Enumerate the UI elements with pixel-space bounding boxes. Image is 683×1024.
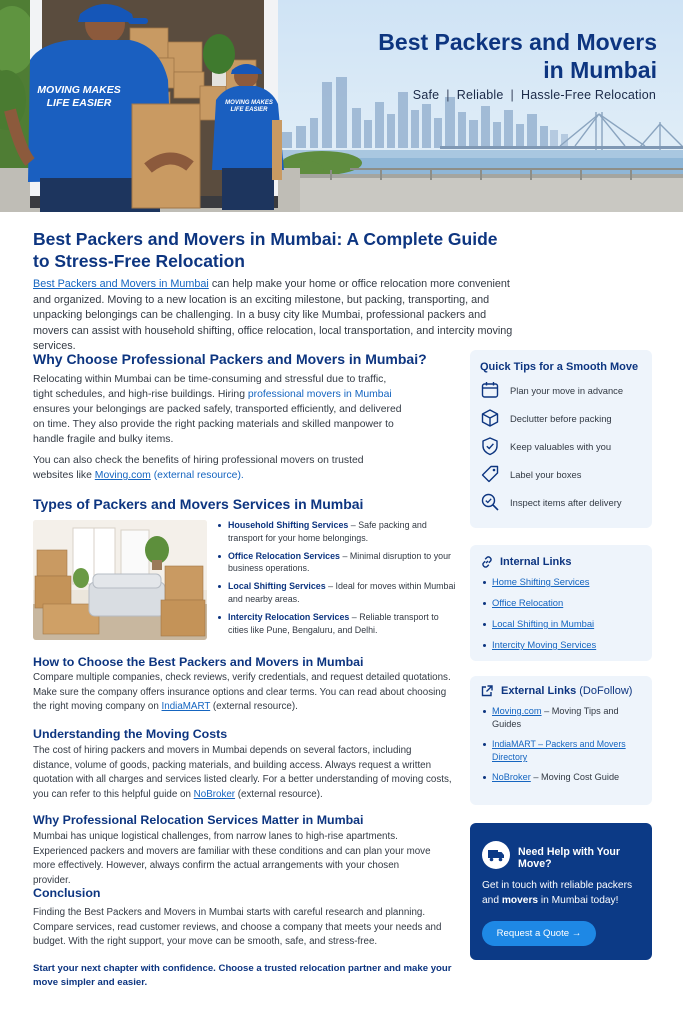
costs-text-b: (external resource). (235, 788, 323, 800)
types-heading: Types of Packers and Movers Services in Mumbai (33, 496, 364, 512)
service-name: Household Shifting Services (228, 520, 349, 530)
how-to-choose-heading: How to Choose the Best Packers and Movers in Mumbai (33, 655, 364, 669)
shirt-slogan-large: MOVING MAKES LIFE EASIER (37, 84, 121, 109)
service-name: Intercity Relocation Services (228, 611, 350, 622)
why-text-b: ensures your belongings are packed safely, transported efficiently, and delivered on time. They also provide the right packing materials and skilled manpower to handle fragile and bulky items. (33, 404, 402, 445)
moving-costs-paragraph (33, 744, 453, 802)
external-link-icon (480, 684, 494, 698)
conclusion-heading: Conclusion (33, 886, 101, 900)
tagline-reliable: Reliable (456, 88, 504, 102)
dofollow-label: (DoFollow) (576, 685, 633, 697)
service-desc: – Ideal for moves within Mumbai and nearby areas. (228, 581, 456, 604)
list-item (492, 597, 596, 610)
home-shifting-link[interactable]: Home Shifting Services (492, 576, 590, 587)
internal-links-list (492, 576, 596, 652)
tip-label: Label your boxes (510, 469, 582, 480)
why-choose-paragraph (33, 372, 405, 447)
service-name: Office Relocation Services (228, 550, 340, 561)
service-desc: – Reliable transport to cities like Pune, Bengaluru, and Delhi. (228, 611, 439, 635)
hero-tagline (413, 88, 656, 102)
tip-label: Inspect items after delivery (510, 497, 622, 508)
internal-links-card (470, 545, 652, 661)
external-link-desc: – Moving Tips and Guides (492, 706, 619, 729)
inspect-icon (480, 492, 500, 512)
tip-item (480, 492, 645, 514)
list-item (217, 550, 457, 576)
professional-movers-link[interactable]: professional movers in Mumbai (247, 389, 392, 400)
choose-text-b: (external resource). (210, 701, 298, 713)
service-types-list (217, 519, 457, 641)
nobroker-link[interactable]: NoBroker (193, 788, 236, 800)
intercity-moving-link[interactable]: Intercity Moving Services (492, 638, 597, 650)
tag-icon (480, 464, 500, 484)
need-help-card (470, 823, 652, 960)
how-to-choose-paragraph (33, 671, 461, 715)
relocation-matter-heading: Why Professional Relocation Services Matter in Mumbai (33, 813, 364, 827)
external-links-card (470, 676, 652, 805)
office-relocation-link[interactable]: Office Relocation (492, 596, 564, 608)
external-links-list (492, 705, 640, 784)
help-text-bold: movers (501, 895, 539, 906)
service-name: Local Shifting Services (228, 581, 326, 592)
benefits-text-a: You can also check the benefits of hiring professional movers on trusted websites like (33, 455, 364, 481)
living-room-boxes-photo (33, 520, 207, 640)
costs-text-a: The cost of hiring packers and movers in Mumbai depends on several factors, including distance, volume of goods, packing materials, and building access. Always request a written quotation with all charges and services listed clearly. For a better understanding of moving costs, you can refer to this helpful guide on (33, 745, 452, 800)
article-title: Best Packers and Movers in Mumbai: A Complete Guide to Stress-Free Relocation (33, 229, 498, 271)
list-item (217, 519, 457, 545)
closing-statement: Start your next chapter with confidence. Choose a trusted relocation partner and make your move simpler and easier. (33, 963, 452, 988)
need-help-text (482, 878, 647, 908)
moving-com-link[interactable]: Moving.com (94, 470, 151, 481)
conclusion-paragraph: Finding the Best Packers and Movers in Mumbai starts with careful research and planning. Compare services, read customer reviews, and choose a company that meets your needs and budget. With the right support, your move can be smooth, safe, and stress-free. (33, 907, 442, 948)
moving-costs-heading: Understanding the Moving Costs (33, 727, 228, 741)
truck-icon (482, 841, 510, 869)
list-item (217, 611, 457, 637)
quick-tips-card (470, 350, 652, 528)
need-help-title: Need Help with Your Move? (518, 846, 621, 870)
tip-item (480, 408, 645, 430)
quick-tips-title: Quick Tips for a Smooth Move (480, 361, 639, 373)
tip-item (480, 464, 645, 486)
list-item (217, 580, 457, 606)
external-links-title (501, 685, 632, 697)
tip-label: Declutter before packing (510, 413, 612, 424)
list-item (492, 618, 596, 631)
list-item (492, 738, 640, 763)
internal-links-title: Internal Links (500, 556, 572, 568)
indiamart-directory-link[interactable]: IndiaMART – Packers and Movers Directory (492, 739, 626, 762)
tip-label: Plan your move in advance (510, 385, 624, 396)
intro-paragraph (33, 277, 523, 355)
relocation-matter-paragraph: Mumbai has unique logistical challenges, from narrow lanes to high-rise apartments. Experienced packers and movers are familiar with these conditions and can plan your move more effectively. However, always confirm the actual arrangements with your chosen provider. (33, 831, 431, 886)
choose-text-a: Compare multiple companies, check reviews, verify credentials, and request detailed quotations. Make sure the company offers insurance options and clear terms. You can read about choosing the right moving company on (33, 672, 451, 713)
moving-com-link[interactable]: Moving.com (492, 706, 542, 716)
box-icon (480, 408, 500, 428)
tagline-hassle-free: Hassle-Free Relocation (520, 88, 656, 102)
tagline-separator: | (446, 88, 450, 102)
link-icon (480, 555, 494, 569)
help-text-a: Get in touch with reliable packers and (482, 880, 633, 906)
tagline-safe: Safe (412, 88, 440, 102)
nobroker-link[interactable]: NoBroker (492, 772, 531, 783)
external-link-desc: – Moving Cost Guide (530, 772, 620, 783)
intro-link[interactable]: Best Packers and Movers in Mumbai (33, 278, 209, 290)
external-links-title-text: External Links (501, 685, 577, 697)
help-text-b: in Mumbai today! (538, 895, 619, 906)
service-desc: – Safe packing and transport for your home belongings. (228, 520, 427, 543)
calendar-icon (480, 380, 500, 400)
shirt-slogan-small: MOVING MAKES LIFE EASIER (225, 100, 273, 114)
hero-banner (0, 0, 683, 212)
list-item (492, 771, 640, 784)
why-text-a: Relocating within Mumbai can be time-consuming and stressful due to traffic, tight schedules, and high-rise buildings. Hiring (33, 374, 387, 400)
list-item (492, 705, 640, 730)
list-item (492, 576, 596, 589)
tagline-separator: | (510, 88, 514, 102)
hero-title: Best Packers and Movers in Mumbai (378, 29, 657, 83)
why-choose-heading: Why Choose Professional Packers and Movers in Mumbai? (33, 351, 427, 367)
indiamart-link[interactable]: IndiaMART (161, 701, 211, 713)
shield-check-icon (480, 436, 500, 456)
tip-item (480, 380, 645, 402)
request-quote-button[interactable]: Request a Quote → (482, 921, 596, 946)
service-desc: – Minimal disruption to your business operations. (228, 550, 451, 574)
tip-item (480, 436, 645, 458)
intro-text: can help make your home or office relocation more convenient and organized. Moving to a new location is an exciting milestone, but packing, transporting, and unpacking belongings can be challenging. In a busy city like Mumbai, professional packers and movers can assist with household shifting, office relocation, local transportation, and intercity moving services. (33, 278, 513, 353)
local-shifting-link[interactable]: Local Shifting in Mumbai (492, 617, 595, 629)
external-resource-note: (external resource). (150, 470, 244, 481)
list-item (492, 639, 596, 652)
tip-label: Keep valuables with you (510, 441, 612, 452)
benefits-paragraph (33, 453, 378, 483)
